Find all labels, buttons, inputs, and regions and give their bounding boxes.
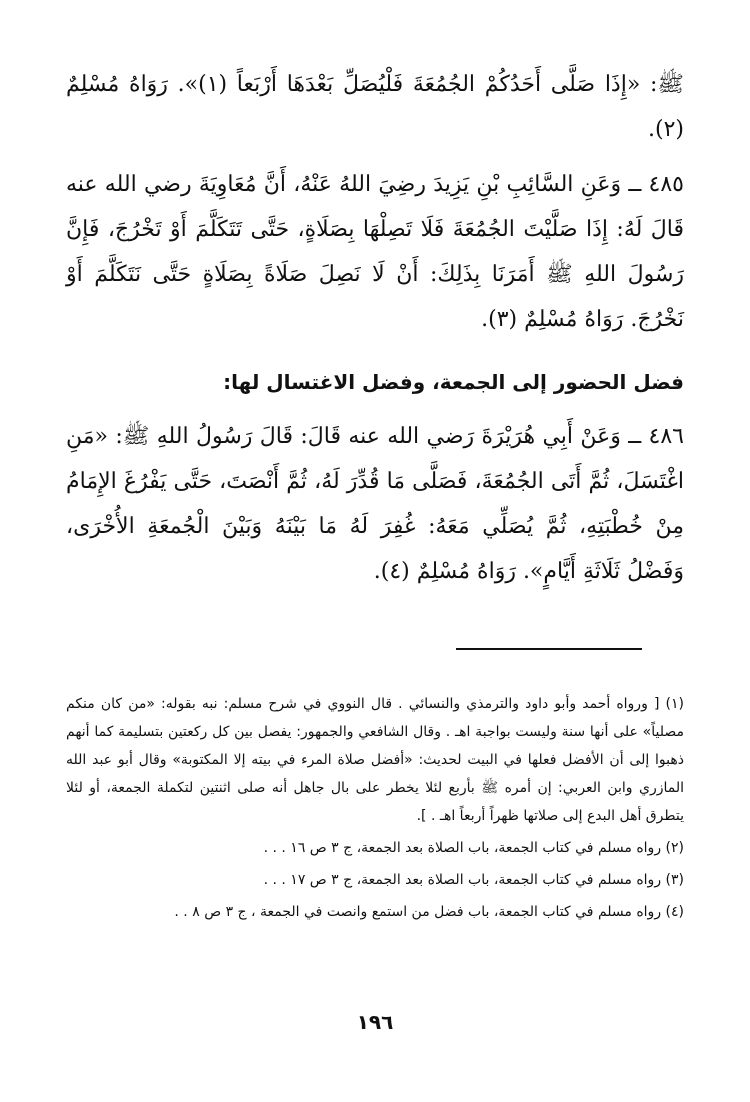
footnote-2: (٢) رواه مسلم في كتاب الجمعة، باب الصلاة بعد الجمعة، ج ٣ ص ١٦ . . . <box>263 840 684 856</box>
hadith-486: ٤٨٦ ــ وَعَنْ أَبِي هُرَيْرَةَ رَضي الله عنه قَالَ: قَالَ رَسُولُ اللهِ ﷺ: «مَنِ اغْتَسَلَ، ثُمَّ أَتَى الجُمُعَةَ، فَصَلَّى مَا قُدِّرَ لَهُ، ثُمَّ أَنْصَتَ، حَتَّى يَفْرُغَ الإِمَامُ مِنْ خُطْبَتِهِ، ثُمَّ يُصَلِّي مَعَهُ: غُفِرَ لَهُ مَا بَيْنَهُ وَبَيْنَ الْجُمعَةِ الأُخْرَى، وَفَضْلُ ثَلَاثَةِ أَيَّامٍ». رَوَاهُ مُسْلِمٌ (٤). <box>66 424 684 584</box>
footnotes <box>66 690 684 930</box>
main-text <box>66 62 684 594</box>
footnote-divider <box>456 648 642 650</box>
footnote-1: (١) [ ورواه أحمد وأبو داود والترمذي والنسائي . قال النووي في شرح مسلم: نبه بقوله: «من كان منكم مصلياً» على أنها سنة وليست بواجبة اهـ . وقال الشافعي والجمهور: يفصل بين كل ركعتين بتسليمة كما أنهم ذهبوا إلى أن الأفضل فعلها في البيت لحديث: «أفضل صلاة المرء في بيته إلا المكتوبة» وقال أبو عبد الله المازري وابن العربي: إن أمره ﷺ بأربع لئلا يخطر على بال جاهل أنه صلى اثنتين لتكملة الجمعة، أو لئلا يتطرق أهل البدع إلى صلاتها ظهراً أربعاً اهـ . ]. <box>66 696 684 824</box>
section-heading: فضل الحضور إلى الجمعة، وفضل الاغتسال لها: <box>223 370 684 394</box>
footnote-4: (٤) رواه مسلم في كتاب الجمعة، باب فضل من استمع وانصت في الجمعة ، ج ٣ ص ٨ . . <box>174 904 684 920</box>
hadith-485: ٤٨٥ ــ وَعَنِ السَّائِبِ بْنِ يَزِيدَ رضِيَ اللهُ عَنْهُ، أَنَّ مُعَاوِيَةَ رضي الله عنه قَالَ لَهُ: إِذَا صَلَّيْتَ الجُمُعَةَ فَلَا تَصِلْهَا بِصَلَاةٍ، حَتَّى تَتَكَلَّمَ أَوْ تَخْرُجَ، فَإِنَّ رَسُولَ اللهِ ﷺ أَمَرَنَا بِذَلِكَ: أَنْ لَا نَصِلَ صَلَاةً بِصَلَاةٍ حَتَّى نَتَكَلَّمَ أَوْ نَخْرُجَ. رَوَاهُ مُسْلِمٌ (٣). <box>66 172 684 332</box>
page-number: ١٩٦ <box>356 1010 394 1034</box>
hadith-484-ending: ﷺ: «إِذَا صَلَّى أَحَدُكُمْ الجُمُعَةَ فَلْيُصَلِّ بَعْدَهَا أَرْبَعاً (١)». رَوَاهُ مُسْلِمٌ (٢). <box>66 72 685 142</box>
footnote-3: (٣) رواه مسلم في كتاب الجمعة، باب الصلاة بعد الجمعة، ج ٣ ص ١٧ . . . <box>263 872 684 888</box>
